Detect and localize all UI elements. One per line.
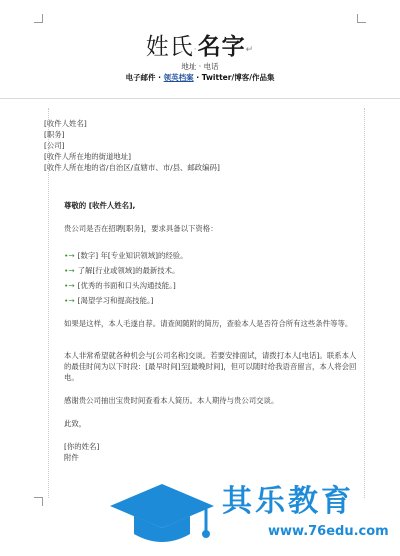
watermark: [92, 470, 392, 556]
recipient-title: [职务]: [44, 130, 65, 139]
graduation-cap-icon: [110, 480, 214, 548]
header-separator: [0, 98, 400, 99]
watermark-url: www.76edu.com: [268, 524, 389, 539]
bullet-icon: •→: [64, 251, 75, 260]
crop-mark-top-right: [357, 14, 366, 23]
links-line[interactable]: [0, 72, 400, 83]
right-margin-guide: [364, 108, 365, 498]
recipient-name: [收件人姓名]: [44, 119, 87, 128]
qualification-item: •→ 了解[行业或领域]的最新技术。: [64, 266, 180, 275]
paragraph-mark-icon: ↵: [245, 45, 255, 55]
sender-given-name: 名字: [197, 34, 246, 60]
links-linkedin[interactable]: 领英档案: [163, 73, 194, 82]
recipient-region: [收件人所在地的省/自治区/直辖市、市/县、邮政编码]: [44, 163, 220, 172]
signature: [你的姓名]: [64, 442, 100, 451]
crop-mark-top-left: [34, 14, 43, 23]
space-mark-icon: ·: [193, 45, 198, 55]
closing: 此致，: [64, 419, 87, 428]
contact-line[interactable]: 地址 · 电话: [181, 62, 219, 71]
thanks-paragraph: 感谢贵公司抽出宝贵时间查看本人简历。本人期待与贵公司交谈。: [64, 396, 279, 405]
qualification-item: •→ [渴望学习和提高技能。]: [64, 296, 154, 305]
watermark-title: 其乐教育: [222, 484, 354, 519]
recipient-block[interactable]: [44, 118, 364, 173]
crop-mark-bottom-left: [34, 497, 43, 506]
recipient-street: [收件人所在地的街道地址]: [44, 152, 132, 161]
salutation: 尊敬的 [收件人姓名],: [64, 201, 136, 210]
qualification-item: •→ [优秀的书面和口头沟通技能。]: [64, 281, 176, 290]
recipient-company: [公司]: [44, 141, 65, 150]
bullet-icon: •→: [64, 266, 75, 275]
contact-paragraph: 本人非常希望就各种机会与[公司名称]交谈。若要安排面试，请拨打本人[电话]。联系本人的最佳时间为以下时段：[最早时间]至[最晚时间]，但可以随时给我语音留言，本人将会回电。: [64, 351, 357, 382]
bullet-icon: •→: [64, 281, 75, 290]
intro-paragraph: 贵公司是否在招聘[职务]，要求具备以下资格：: [64, 224, 218, 233]
sender-surname: 姓氏: [145, 34, 194, 60]
links-email: 电子邮件 ·: [125, 73, 164, 82]
links-rest: · Twitter/博客/作品集: [193, 73, 275, 82]
confirm-paragraph: 如果是这样，本人毛遂自荐。请查阅随附的简历，查验本人是否符合所有这些条件等等。: [64, 319, 353, 328]
bullet-icon: •→: [64, 296, 75, 305]
sender-name[interactable]: [0, 28, 400, 61]
qualification-item: •→ [数字] 年[专业知识领域]的经验。: [64, 251, 188, 260]
enclosure: 附件: [64, 453, 79, 462]
